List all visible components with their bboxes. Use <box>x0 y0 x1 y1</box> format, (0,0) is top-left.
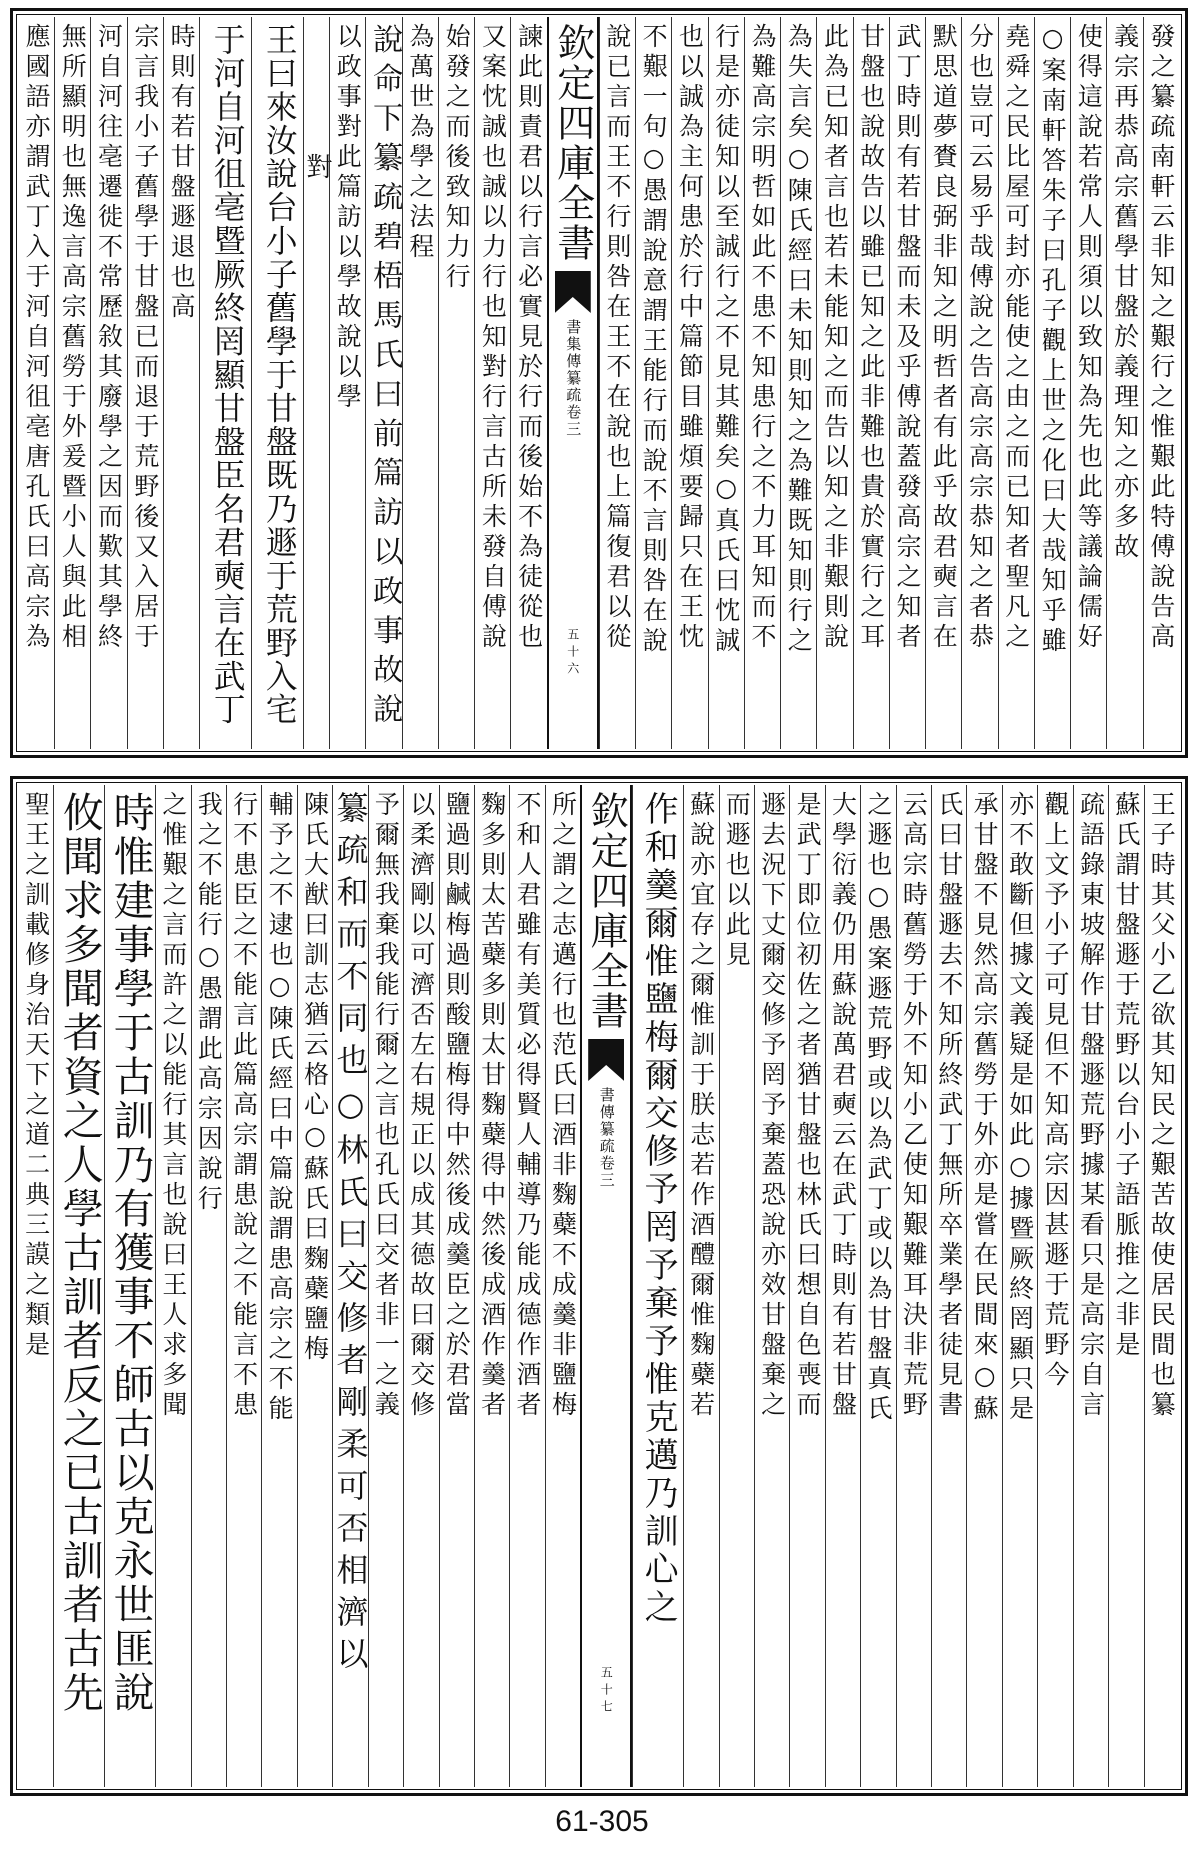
text-column <box>331 785 370 1787</box>
text-column <box>199 17 251 749</box>
column-text: 承甘盤不見然高宗舊勞于外亦是嘗在民間來○蘇 <box>970 791 1000 1425</box>
text-column <box>780 17 816 749</box>
text-column <box>474 785 509 1787</box>
column-text: 王曰來汝說台小子舊學于甘盤既乃遯于荒野入宅 <box>260 23 297 727</box>
text-column <box>163 17 199 749</box>
text-column <box>191 785 226 1787</box>
column-text: 時惟建事學于古訓乃有獲事不師古以克永世匪說 <box>106 791 155 1715</box>
column-text: 默思道夢賚良弼非知之明哲者有此乎故君奭言在 <box>929 23 959 653</box>
column-text: 分也豈可云易乎哉傅說之告高宗高宗恭知之者恭 <box>965 23 995 653</box>
column-text: 義宗再恭高宗舊學甘盤於義理知之亦多故 <box>1110 23 1140 563</box>
column-text: 說命下纂疏碧梧馬氏曰前篇訪以政事故說 <box>367 23 403 733</box>
column-text: 云高宗時舊勞于外不知小乙使知艱難耳決非荒野 <box>899 791 929 1421</box>
column-text: 之遯也○愚案遯荒野或以為武丁或以為甘盤真氏 <box>863 791 893 1425</box>
page-bottom <box>10 776 1188 1796</box>
column-text: 麴多則太苦蘗多則太甘麴蘗得中然後成酒作羹者 <box>477 791 507 1421</box>
column-text: 疏語錄東坡解作甘盤遯荒野據某看只是高宗自言 <box>1076 791 1106 1421</box>
text-column <box>925 17 961 749</box>
column-text: 予爾無我棄我能行爾之言也孔氏曰交者非一之義 <box>371 791 401 1421</box>
column-text: 說已言而王不行則咎在王不在說也上篇復君以從 <box>602 23 632 653</box>
column-text: 于河自河徂亳暨厥終罔顯甘盤臣名君奭言在武丁 <box>208 23 245 727</box>
column-text: 應國語亦謂武丁入于河自河徂亳唐孔氏曰高宗為 <box>22 23 52 653</box>
text-column <box>632 785 683 1787</box>
fishtail-mark-icon <box>588 1039 624 1081</box>
text-column <box>226 785 261 1787</box>
text-column <box>966 785 1001 1787</box>
text-column <box>474 17 510 749</box>
folio-number: 五十七 <box>599 1666 614 1717</box>
column-text: 又案忱誠也誠以力行也知對行言古所未發自傅說 <box>478 23 508 653</box>
text-column <box>1034 17 1070 749</box>
text-column <box>683 785 718 1787</box>
book-title: 欽定四庫全書 <box>550 23 595 263</box>
column-text: 武丁時則有若甘盤而未及乎傅說蓋發高宗之知者 <box>893 23 922 653</box>
column-text: 是武丁即位初佐之者猶甘盤也林氏曰想自色喪而 <box>793 791 823 1421</box>
text-column <box>1070 17 1106 749</box>
text-column <box>816 17 852 749</box>
text-column <box>825 785 860 1787</box>
column-text: 使得這說若常人則須以致知為先也此等議論儒好 <box>1074 23 1104 653</box>
text-column <box>961 17 997 749</box>
text-column <box>403 785 438 1787</box>
text-column <box>853 17 889 749</box>
column-text: 宗言我小子舊學于甘盤已而退于荒野後又入居于 <box>130 23 160 653</box>
text-column <box>1002 785 1037 1787</box>
column-text: 氏曰甘盤遯去不知所終武丁無所卒業學者徒見書 <box>934 791 964 1421</box>
page-number: 61-305 <box>555 1805 649 1838</box>
column-text: 為萬世為學之法程 <box>405 23 435 263</box>
text-column <box>297 785 332 1787</box>
text-columns <box>19 785 1179 1787</box>
text-column <box>789 785 824 1787</box>
text-column <box>719 785 754 1787</box>
text-column <box>329 17 365 749</box>
text-column <box>402 17 438 749</box>
text-column <box>931 785 966 1787</box>
page-top <box>10 8 1188 758</box>
column-text: 纂疏和而不同也○林氏曰交修者剛柔可否相濟以 <box>331 791 370 1679</box>
column-text: 陳氏大猷曰訓志猶云格心○蘇氏曰麴蘗鹽梅 <box>300 791 330 1365</box>
text-column <box>438 17 474 749</box>
text-column <box>1073 785 1108 1787</box>
column-text: 堯舜之民比屋可封亦能使之由之而已知者聖凡之 <box>1001 23 1031 653</box>
text-column <box>104 785 155 1787</box>
book-title-column <box>580 785 632 1787</box>
text-column <box>54 17 90 749</box>
folio-number: 五十六 <box>565 628 580 679</box>
column-text: 諫此則責君以行言必實見於行而後始不為徒從也 <box>514 23 544 653</box>
column-text: 王子時其父小乙欲其知民之艱苦故使居民間也纂 <box>1147 791 1177 1421</box>
column-text: 時則有若甘盤遯退也高 <box>167 23 197 323</box>
column-text: 所之謂之志邁行也范氏曰酒非麴蘗不成羹非鹽梅 <box>548 791 578 1421</box>
text-column <box>998 17 1034 749</box>
text-column <box>1106 17 1142 749</box>
column-text: 以柔濟剛以可濟否左右規正以成其德故曰爾交修 <box>406 791 436 1421</box>
column-text: 為難高宗明哲如此不患不知患行之不力耳知而不 <box>747 23 777 653</box>
text-column <box>1037 785 1072 1787</box>
text-column <box>708 17 744 749</box>
column-text: 蘇氏謂甘盤遯于荒野以台小子語脈推之非是 <box>1111 791 1141 1361</box>
text-column <box>365 17 401 749</box>
text-column <box>1144 785 1179 1787</box>
text-column <box>510 17 546 749</box>
column-text: 對 <box>301 153 332 184</box>
text-column <box>545 785 580 1787</box>
text-column <box>19 17 54 749</box>
column-text: 不艱一句○愚謂說意謂王能行而說不言則咎在說 <box>639 23 669 657</box>
text-column <box>127 17 163 749</box>
text-column <box>439 785 474 1787</box>
fishtail-mark-icon <box>555 271 591 313</box>
column-text: 始發之而後致知力行 <box>442 23 472 293</box>
column-text: 無所顯明也無逸言高宗舊勞于外爰暨小人與此相 <box>58 23 88 653</box>
text-column <box>251 17 303 749</box>
text-column <box>155 785 190 1787</box>
column-text: 行不患臣之不能言此篇高宗謂患說之不能言不患 <box>229 791 259 1421</box>
text-column <box>896 785 931 1787</box>
text-column <box>509 785 544 1787</box>
volume-label: 書集傳纂疏卷三 <box>564 319 583 438</box>
text-column <box>860 785 895 1787</box>
column-text: 以政事對此篇訪以學故說以學 <box>333 23 363 413</box>
column-text: 河自河往亳遷徙不常歷敘其廢學之因而歎其學終 <box>94 23 124 653</box>
column-text: 亦不敢斷但據文義疑是如此○據暨厥終罔顯只是 <box>1005 791 1035 1425</box>
column-text: 發之纂疏南軒云非知之艱行之惟艱此特傅說告高 <box>1146 23 1176 653</box>
text-column <box>53 785 104 1787</box>
volume-label: 書傳纂疏卷三 <box>597 1087 616 1189</box>
column-text: 我之不能行○愚謂此高宗因說行 <box>194 791 224 1215</box>
column-text: 觀上文予小子可見但不知高宗因甚遯于荒野今 <box>1041 791 1071 1391</box>
column-text: 輔予之不逮也○陳氏經曰中篇說謂患高宗之不能 <box>265 791 295 1425</box>
column-text: 大學衍義仍用蘇說萬君奭云在武丁時則有若甘盤 <box>828 791 858 1421</box>
text-column <box>368 785 403 1787</box>
column-text: ○案南軒答朱子曰孔子觀上世之化曰大哉知乎雖 <box>1038 23 1068 657</box>
column-text: 而遯也以此見 <box>722 791 752 971</box>
column-text: 鹽過則鹹梅過則酸鹽梅得中然後成羹臣之於君當 <box>442 791 472 1421</box>
column-text: 行是亦徒知以至誠行之不見其難矣○真氏曰忱誠 <box>711 23 741 657</box>
text-column <box>19 785 53 1787</box>
text-columns <box>19 17 1179 749</box>
column-text: 不和人君雖有美質必得賢人輔導乃能成德作酒者 <box>513 791 543 1421</box>
text-column <box>744 17 780 749</box>
text-column <box>1143 17 1179 749</box>
column-text: 遯去況下丈爾交修予罔予棄蓋恐說亦效甘盤棄之 <box>757 791 787 1421</box>
column-text: 攸聞求多聞者資之人學古訓者反之已古訓者古先 <box>55 791 104 1715</box>
column-text: 此為已知者言也若未能知之而告以知之非艱則說 <box>820 23 850 653</box>
column-text: 作和羹爾惟鹽梅爾交修予罔予棄予惟克邁乃訓心之 <box>638 791 679 1627</box>
text-column <box>90 17 126 749</box>
text-column <box>671 17 707 749</box>
column-text: 甘盤也說故告以雖已知之此非難也貴於實行之耳 <box>856 23 886 653</box>
column-text: 也以誠為主何患於行中篇節目雖煩要歸只在王忱 <box>675 23 705 653</box>
book-title-column <box>547 17 599 749</box>
text-column <box>261 785 296 1787</box>
column-text: 聖王之訓載修身治天下之道二典三謨之類是 <box>21 791 51 1361</box>
text-column <box>1108 785 1143 1787</box>
text-column <box>889 17 925 749</box>
column-text: 為失言矣○陳氏經曰未知則知之為難既知則行之 <box>784 23 814 657</box>
text-column <box>635 17 671 749</box>
text-column <box>754 785 789 1787</box>
column-text: 蘇說亦宜存之爾惟訓于朕志若作酒醴爾惟麴蘗若 <box>686 791 716 1421</box>
book-title: 欽定四庫全書 <box>584 791 629 1031</box>
text-column <box>301 17 332 749</box>
text-column <box>599 17 635 749</box>
column-text: 之惟艱之言而許之以能行其言也說曰王人求多聞 <box>158 791 188 1421</box>
